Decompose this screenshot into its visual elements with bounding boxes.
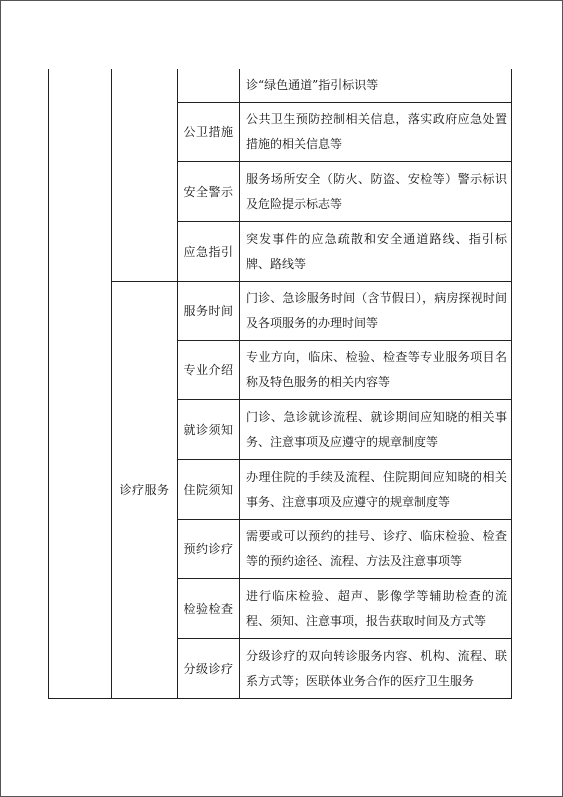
item-name-cell <box>178 459 240 519</box>
item-name-cell <box>178 161 240 221</box>
item-name: 分级诊疗 <box>183 661 234 676</box>
item-desc: 诊“绿色通道”指引标识等 <box>246 78 379 93</box>
category-label: 诊疗服务 <box>119 483 170 497</box>
item-name: 公卫措施 <box>183 125 234 139</box>
item-desc-cell <box>240 340 512 399</box>
category-cell-diagnosis <box>112 281 178 698</box>
item-name-cell <box>178 638 240 698</box>
item-desc: 进行临床检验、超声、影像学等辅助检查的流程、须知、注意事项，报告获取时间及方式等 <box>246 588 507 628</box>
item-desc: 办理住院的手续及流程、住院期间应知晓的相关事务、注意事项及应遵守的规章制度等 <box>246 469 507 509</box>
item-name: 安全警示 <box>183 184 234 199</box>
item-name-cell <box>178 519 240 578</box>
item-desc: 专业方向，临床、检验、检查等专业服务项目名称及特色服务的相关内容等 <box>246 350 507 389</box>
item-name: 住院须知 <box>183 482 234 497</box>
item-name: 应急指引 <box>183 244 234 259</box>
item-name-cell <box>178 69 240 102</box>
item-name-cell <box>178 578 240 638</box>
item-desc: 服务场所安全（防火、防盗、安检等）警示标识及危险提示标志等 <box>246 171 507 211</box>
item-desc-cell <box>240 161 512 221</box>
category-cell-upper <box>112 69 178 281</box>
item-desc-cell <box>240 578 512 638</box>
item-name: 服务时间 <box>183 304 234 318</box>
item-desc: 门诊、急诊服务时间（含节假日），病房探视时间及各项服务的办理时间等 <box>246 291 507 330</box>
item-desc-cell <box>240 69 512 102</box>
item-name-cell <box>178 340 240 399</box>
item-desc-cell <box>240 221 512 281</box>
item-desc-cell <box>240 638 512 698</box>
item-desc: 分级诊疗的双向转诊服务内容、机构、流程、联系方式等；医联体业务合作的医疗卫生服务 <box>246 648 507 688</box>
item-name-cell <box>178 281 240 340</box>
item-desc: 需要或可以预约的挂号、诊疗、临床检验、检查等的预约途径、流程、方法及注意事项等 <box>246 529 507 568</box>
table-row <box>49 69 512 102</box>
item-desc-cell <box>240 459 512 519</box>
outer-category-cell <box>49 69 112 698</box>
item-name: 检验检查 <box>183 601 234 616</box>
item-name-cell <box>178 221 240 281</box>
service-table <box>48 69 512 699</box>
item-desc-cell <box>240 519 512 578</box>
item-name-cell <box>178 102 240 161</box>
table-row <box>49 281 512 340</box>
item-desc-cell <box>240 102 512 161</box>
item-desc: 门诊、急诊就诊流程、就诊期间应知晓的相关事务、注意事项及应遵守的规章制度等 <box>246 409 507 449</box>
item-desc: 公共卫生预防控制相关信息，落实政府应急处置措施的相关信息等 <box>246 112 507 151</box>
item-desc: 突发事件的应急疏散和安全通道路线、指引标牌、路线等 <box>246 231 507 271</box>
item-name-cell <box>178 399 240 459</box>
item-desc-cell <box>240 399 512 459</box>
item-name: 就诊须知 <box>183 422 234 437</box>
item-name: 预约诊疗 <box>183 542 234 556</box>
item-name: 专业介绍 <box>183 363 234 377</box>
item-desc-cell <box>240 281 512 340</box>
